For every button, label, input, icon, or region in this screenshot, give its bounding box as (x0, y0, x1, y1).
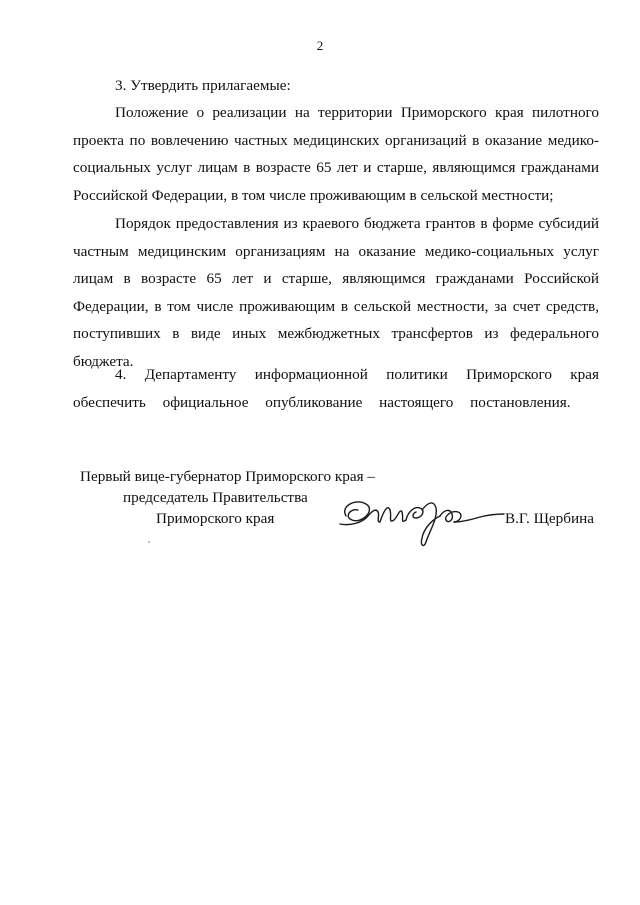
paragraph-polozhenie: Положение о реализации на территории Приморского края пилотного проекта по вовлечению частных медицинских организаций в оказание медико-социальных услуг лицам в возрасте 65 лет и старше, являющимся гражданами Российской Федерации, в том числе проживающим в сельской местности; (73, 104, 599, 204)
paragraph-poryadok: Порядок предоставления из краевого бюджета грантов в форме субсидий частным медицинским организациям на оказание медико-социальных услуг лицам в возрасте 65 лет и старше, являющимся гражданами Российской Федерации, в том числе проживающим в сельской местности, за счет средств, поступивших в виде иных межбюджетных трансфертов из федерального бюджета. (73, 215, 599, 370)
signatory-title-line-2: председатель Правительства (123, 489, 308, 506)
item-3-heading: 3. Утвердить прилагаемые: (115, 77, 291, 94)
signatory-name: В.Г. Щербина (505, 510, 594, 527)
handwritten-signature (336, 490, 506, 550)
signatory-title-line-3: Приморского края (156, 510, 275, 527)
item-4-paragraph: 4. Департаменту информационной политики Приморского края обеспечить официальное опубликование настоящего постановления. (73, 366, 599, 411)
signatory-title-line-1: Первый вице-губернатор Приморского края – (80, 468, 375, 485)
scan-speck (148, 541, 150, 543)
page-number: 2 (316, 38, 324, 53)
